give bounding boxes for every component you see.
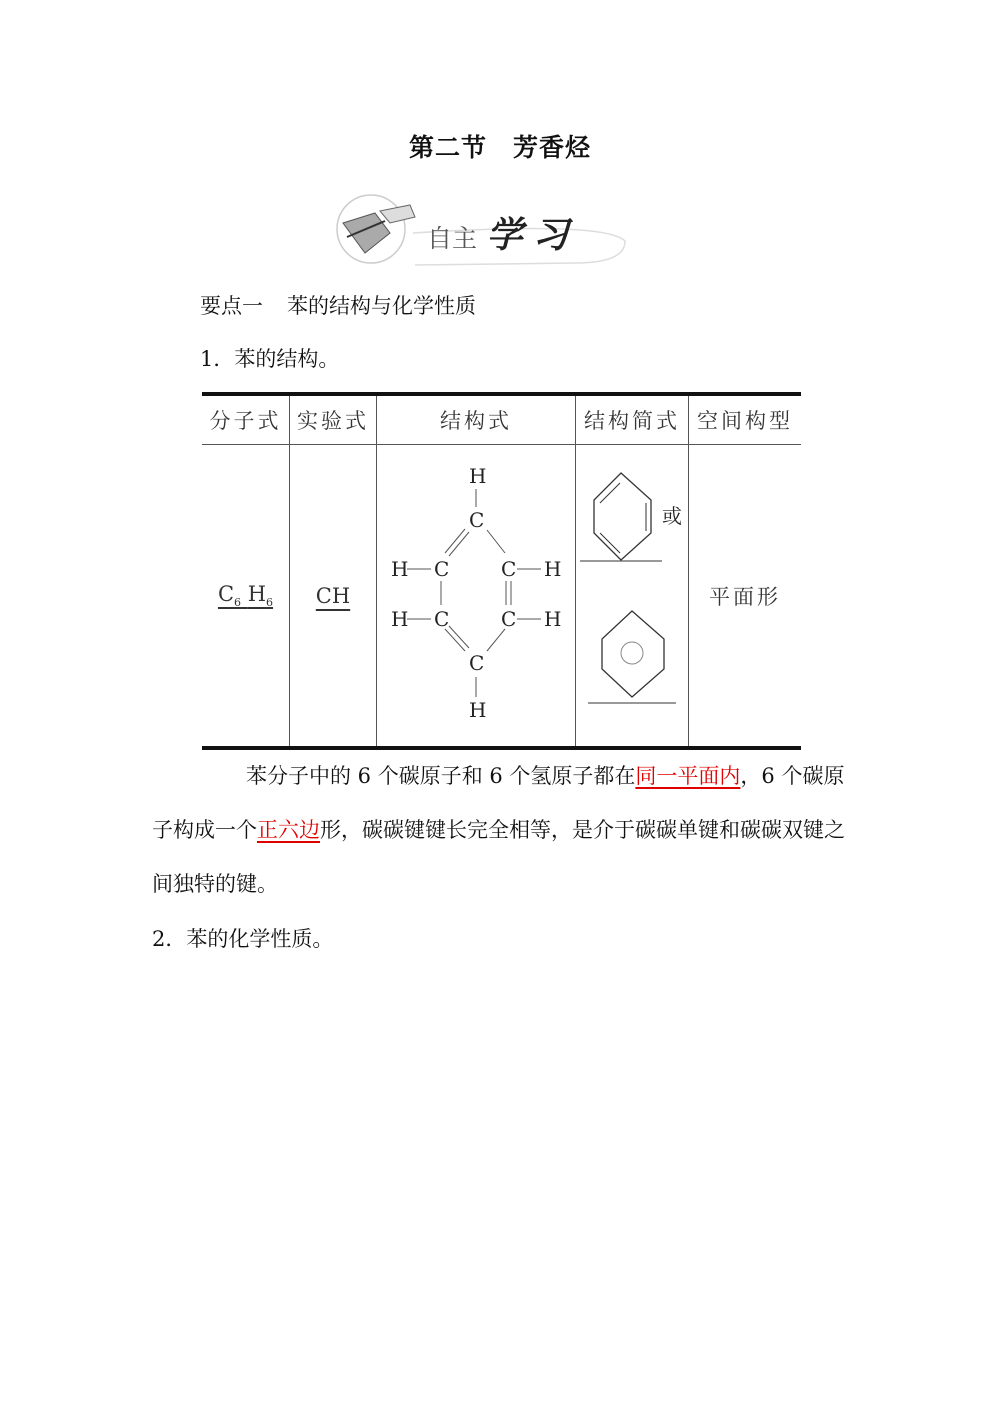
section-1-heading: 1．苯的结构。 — [200, 347, 340, 371]
header-structural-formula: 结构式 — [377, 394, 576, 445]
empirical-formula-cell: CH — [290, 445, 377, 749]
svg-text:C: C — [469, 651, 485, 675]
simplified-formula-cell — [576, 445, 689, 749]
header-empirical-formula: 实验式 — [290, 394, 377, 445]
page-title: 第二节 芳香烃 — [408, 133, 592, 162]
svg-text:H: H — [391, 557, 409, 581]
svg-text:或: 或 — [662, 504, 682, 528]
svg-text:C: C — [469, 508, 485, 532]
svg-text:C: C — [434, 557, 450, 581]
self-study-banner: 自主 学习 — [335, 193, 635, 268]
header-geometry: 空间构型 — [689, 394, 802, 445]
key-point-heading: 要点一 苯的结构与化学性质 — [200, 294, 476, 318]
section-2-heading: 2．苯的化学性质。 — [152, 927, 334, 951]
svg-text:C: C — [434, 607, 450, 631]
svg-text:H: H — [469, 464, 487, 488]
svg-text:H: H — [544, 557, 562, 581]
answer-regular-hexagon: 正六边 — [257, 818, 320, 842]
svg-text:H: H — [391, 607, 409, 631]
benzene-hexagon-diagrams — [576, 445, 688, 741]
svg-text:H: H — [544, 607, 562, 631]
header-simplified-formula: 结构简式 — [576, 394, 689, 445]
geometry-cell: 平面形 — [689, 445, 802, 749]
structural-formula-cell — [377, 445, 576, 749]
benzene-kekule-structure — [377, 445, 575, 741]
answer-same-plane: 同一平面内 — [635, 764, 741, 788]
svg-text:H: H — [469, 698, 487, 722]
benzene-structure-table — [202, 392, 801, 750]
header-molecular-formula: 分子式 — [202, 394, 290, 445]
svg-text:C: C — [501, 607, 517, 631]
svg-text:C: C — [501, 557, 517, 581]
explanation-paragraph: 苯分子中的 6 个碳原子和 6 个氢原子都在同一平面内，6 个碳原子构成一个正六边形，碳碳键键长完全相等，是介于碳碳单键和碳碳双键之间独特的键。 — [152, 764, 845, 896]
molecular-formula-cell: $C_6$ $H_6$ — [217, 581, 274, 610]
